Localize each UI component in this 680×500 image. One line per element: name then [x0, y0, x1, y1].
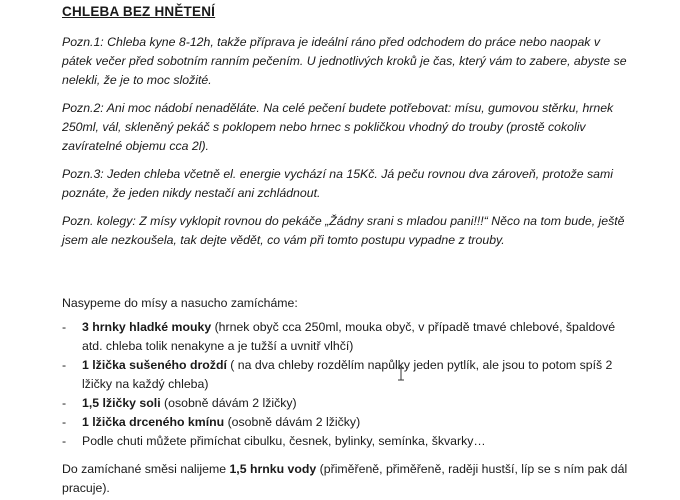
water-paragraph [62, 460, 632, 498]
list-item [62, 356, 632, 394]
water-amount: 1,5 hrnku vody [229, 462, 317, 476]
water-text-after: (přiměřeně, přiměřeně, raději hustší, líp se s ním pak dál pracuje). [62, 462, 628, 495]
ingredient-detail: (osobně dávám 2 lžičky) [160, 396, 297, 410]
note-colleague: Pozn. kolegy: Z mísy vyklopit rovnou do pekáče „Žádny srani s mladou pani!!!“ Něco na tom bude, ještě jsem ale nezkoušela, tak dejte vědět, co vám při tomto postupu vypadne z trouby. [62, 214, 625, 247]
intro-text: Nasypeme do mísy a nasucho zamícháme: [62, 296, 298, 310]
ingredients-list [62, 318, 632, 451]
ingredient-detail: (osobně dávám 2 lžičky) [224, 415, 361, 429]
water-text-before: Do zamíchané směsi nalijeme [62, 462, 230, 476]
list-item [62, 413, 632, 432]
note-3: Pozn.3: Jeden chleba včetně el. energie vychází na 15Kč. Já peču rovnou dva zároveň, protože sami poznáte, že jeden nikdy nestačí ani zchládnout. [62, 167, 613, 200]
list-item [62, 318, 632, 356]
text-cursor-icon [397, 367, 405, 381]
list-item [62, 432, 632, 451]
ingredient-name: 3 hrnky hladké mouky [82, 320, 212, 334]
list-item [62, 394, 632, 413]
ingredient-detail: Podle chuti můžete přimíchat cibulku, česnek, bylinky, semínka, škvarky… [82, 434, 486, 448]
ingredient-name: 1 lžička drceného kmínu [82, 415, 225, 429]
note-1: Pozn.1: Chleba kyne 8-12h, takže příprava je ideální ráno před odchodem do práce nebo naopak v pátek večer před sobotním ranním pečením. U jednotlivých kroků je čas, který vám to zabere, abyste se nelekli, že je to moc složité. [62, 35, 627, 87]
document-title: CHLEBA BEZ HNĚTENÍ [62, 4, 216, 19]
note-2: Pozn.2: Ani moc nádobí nenaděláte. Na celé pečení budete potřebovat: mísu, gumovou stěrku, hrnek 250ml, vál, skleněný pekáč s poklopem nebo hrnec s pokličkou vhodný do trouby (prostě cokoliv zavíratelné objemu cca 2l). [62, 101, 614, 153]
ingredient-detail: (hrnek obyč cca 250ml, mouka obyč, v případě tmavé chlebové, špaldové atd. chleba tolik nenakyne a je tužší a uvnitř vlhčí) [82, 320, 616, 353]
ingredient-name: 1 lžička sušeného droždí [82, 358, 227, 372]
ingredient-detail: ( na dva chleby rozdělím napůlky jeden pytlík, ale jsou to potom spíš 2 lžičky na každý chleba) [82, 358, 613, 391]
ingredient-name: 1,5 lžičky soli [82, 396, 161, 410]
